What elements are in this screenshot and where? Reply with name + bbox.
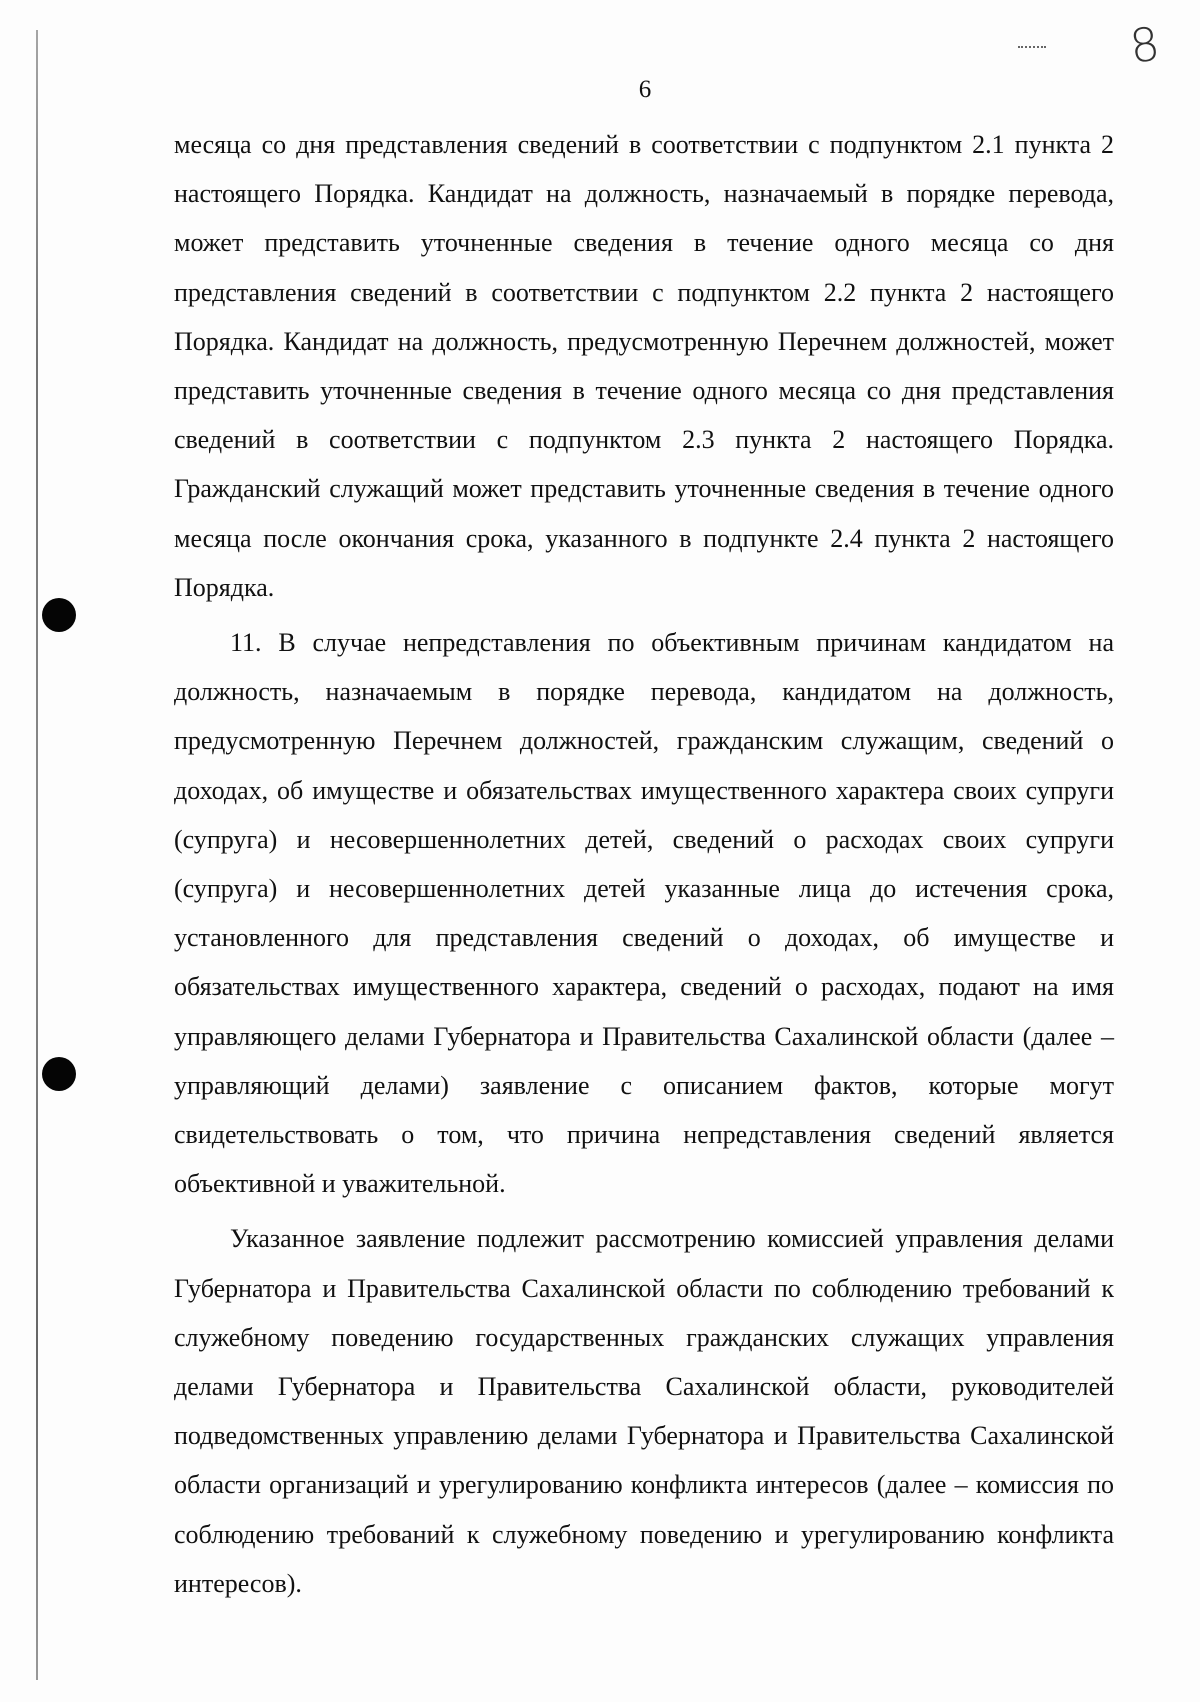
- handwritten-sheet-number: 8: [1126, 16, 1163, 74]
- page-number: 6: [638, 76, 652, 103]
- scan-edge-line: [36, 30, 38, 1680]
- punch-hole-bottom: [42, 1057, 76, 1091]
- document-body: [174, 120, 1114, 1608]
- paragraph-10-continued: месяца со дня представления сведений в соответствии с подпунктом 2.1 пункта 2 настоящего Порядка. Кандидат на должность, назначаемый в порядке перевода, может представить уточненные сведения в течение одного месяца со дня представления сведений в соответствии с подпунктом 2.2 пункта 2 настоящего Порядка. Кандидат на должность, предусмотренную Перечнем должностей, может представить уточненные сведения в течение одного месяца со дня представления сведений в соответствии с подпунктом 2.3 пункта 2 настоящего Порядка. Гражданский служащий может представить уточненные сведения в течение одного месяца после окончания срока, указанного в подпункте 2.4 пункта 2 настоящего Порядка.: [174, 130, 1114, 602]
- scan-artifact-mark: [1018, 46, 1046, 50]
- paragraph-11-statement-review: Указанное заявление подлежит рассмотрению комиссией управления делами Губернатора и Правительства Сахалинской области по соблюдению требований к служебному поведению государственных гражданских служащих управления делами Губернатора и Правительства Сахалинской области, руководителей подведомственных управлению делами Губернатора и Правительства Сахалинской области организаций и урегулированию конфликта интересов (далее – комиссия по соблюдению требований к служебному поведению и урегулированию конфликта интересов).: [174, 1224, 1114, 1598]
- punch-hole-top: [42, 598, 76, 632]
- paragraph-11: 11. В случае непредставления по объективным причинам кандидатом на должность, назначаемым в порядке перевода, кандидатом на должность, предусмотренную Перечнем должностей, гражданским служащим, сведений о доходах, об имуществе и обязательствах имущественного характера своих супруги (супруга) и несовершеннолетних детей, сведений о расходах своих супруги (супруга) и несовершеннолетних детей указанные лица до истечения срока, установленного для представления сведений о доходах, об имуществе и обязательствах имущественного характера, сведений о расходах, подают на имя управляющего делами Губернатора и Правительства Сахалинской области (далее – управляющий делами) заявление с описанием фактов, которые могут свидетельствовать о том, что причина непредставления сведений является объективной и уважительной.: [174, 628, 1114, 1199]
